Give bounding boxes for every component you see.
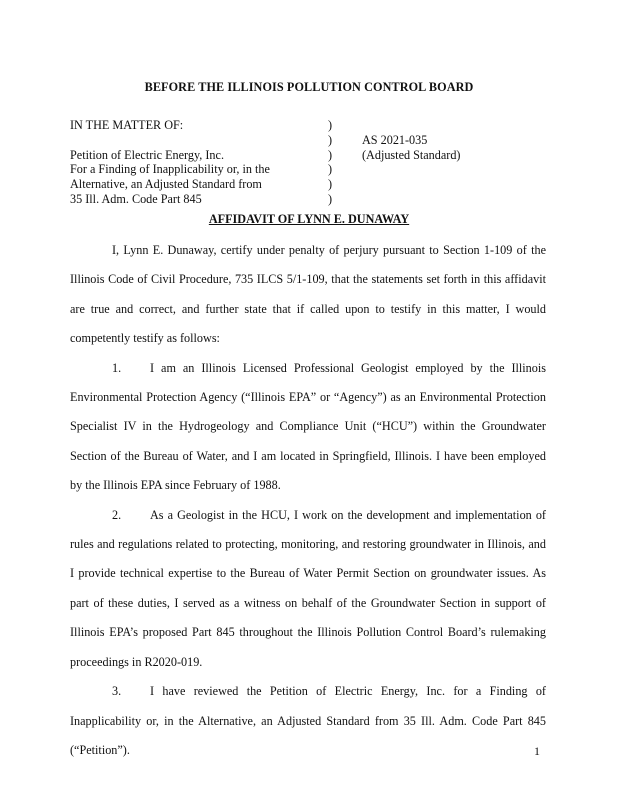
caption-paren: ) [328,162,333,177]
affidavit-body [70,236,546,765]
caption-parties [70,118,310,207]
case-type: (Adjusted Standard) [362,147,461,162]
caption-paren: ) [328,177,333,192]
caption-paren: ) [328,132,333,147]
numbered-paragraph [70,501,546,677]
caption-line: Alternative, an Adjusted Standard from [70,177,262,192]
board-heading: BEFORE THE ILLINOIS POLLUTION CONTROL BOARD [144,80,474,94]
paragraph-text: As a Geologist in the HCU, I work on the development and implementation of rules and regulations related to protecting, monitoring, and restoring groundwater in Illinois, and I provide technical expertise to the Bureau of Water Permit Section on groundwater issues. As part of these duties, I served as a witness on behalf of the Groundwater Section in support of Illinois EPA’s proposed Part 845 throughout the Illinois Pollution Control Board’s rulemaking proceedings in R2020-019. [70,507,546,669]
caption-case-info [362,133,522,163]
numbered-paragraph [70,354,546,501]
caption-paren: ) [328,118,333,132]
page-number: 1 [534,744,540,758]
caption-line [70,133,310,148]
caption-line: 35 Ill. Adm. Code Part 845 [70,191,202,206]
caption-line: For a Finding of Inapplicability or, in the [70,162,270,177]
caption-line: IN THE MATTER OF: [70,118,184,132]
paragraph-text: I am an Illinois Licensed Professional Geologist employed by the Illinois Environmental Protection Agency (“Illinois EPA” or “Agency”) as an Environmental Protection Specialist IV in the Hydrogeology and Compliance Unit (“HCU”) within the Groundwater Section of the Bureau of Water, and I am located in Springfield, Illinois. I have been employed by the Illinois EPA since February of 1988. [70,360,546,493]
numbered-paragraph [70,677,546,765]
caption-parentheses [328,118,338,207]
caption-line: Petition of Electric Energy, Inc. [70,147,224,162]
paragraph-number: 2. [112,507,122,522]
intro-paragraph: I, Lynn E. Dunaway, certify under penalty of perjury pursuant to Section 1-109 of the Illinois Code of Civil Procedure, 735 ILCS 5/1-109, that the statements set forth in this affidavit are true and correct, and further state that if called upon to testify in this matter, I would competently testify as follows: [70,243,546,346]
paragraph-text: I have reviewed the Petition of Electric Energy, Inc. for a Finding of Inapplicability or, in the Alternative, an Adjusted Standard from 35 Ill. Adm. Code Part 845 (“Petition”). [70,684,546,757]
paragraph-number: 3. [112,684,122,699]
caption-paren: ) [328,147,333,162]
affidavit-title: AFFIDAVIT OF LYNN E. DUNAWAY [208,212,410,226]
case-number: AS 2021-035 [362,132,428,147]
paragraph-number: 1. [112,360,122,375]
caption-paren: ) [328,191,333,206]
